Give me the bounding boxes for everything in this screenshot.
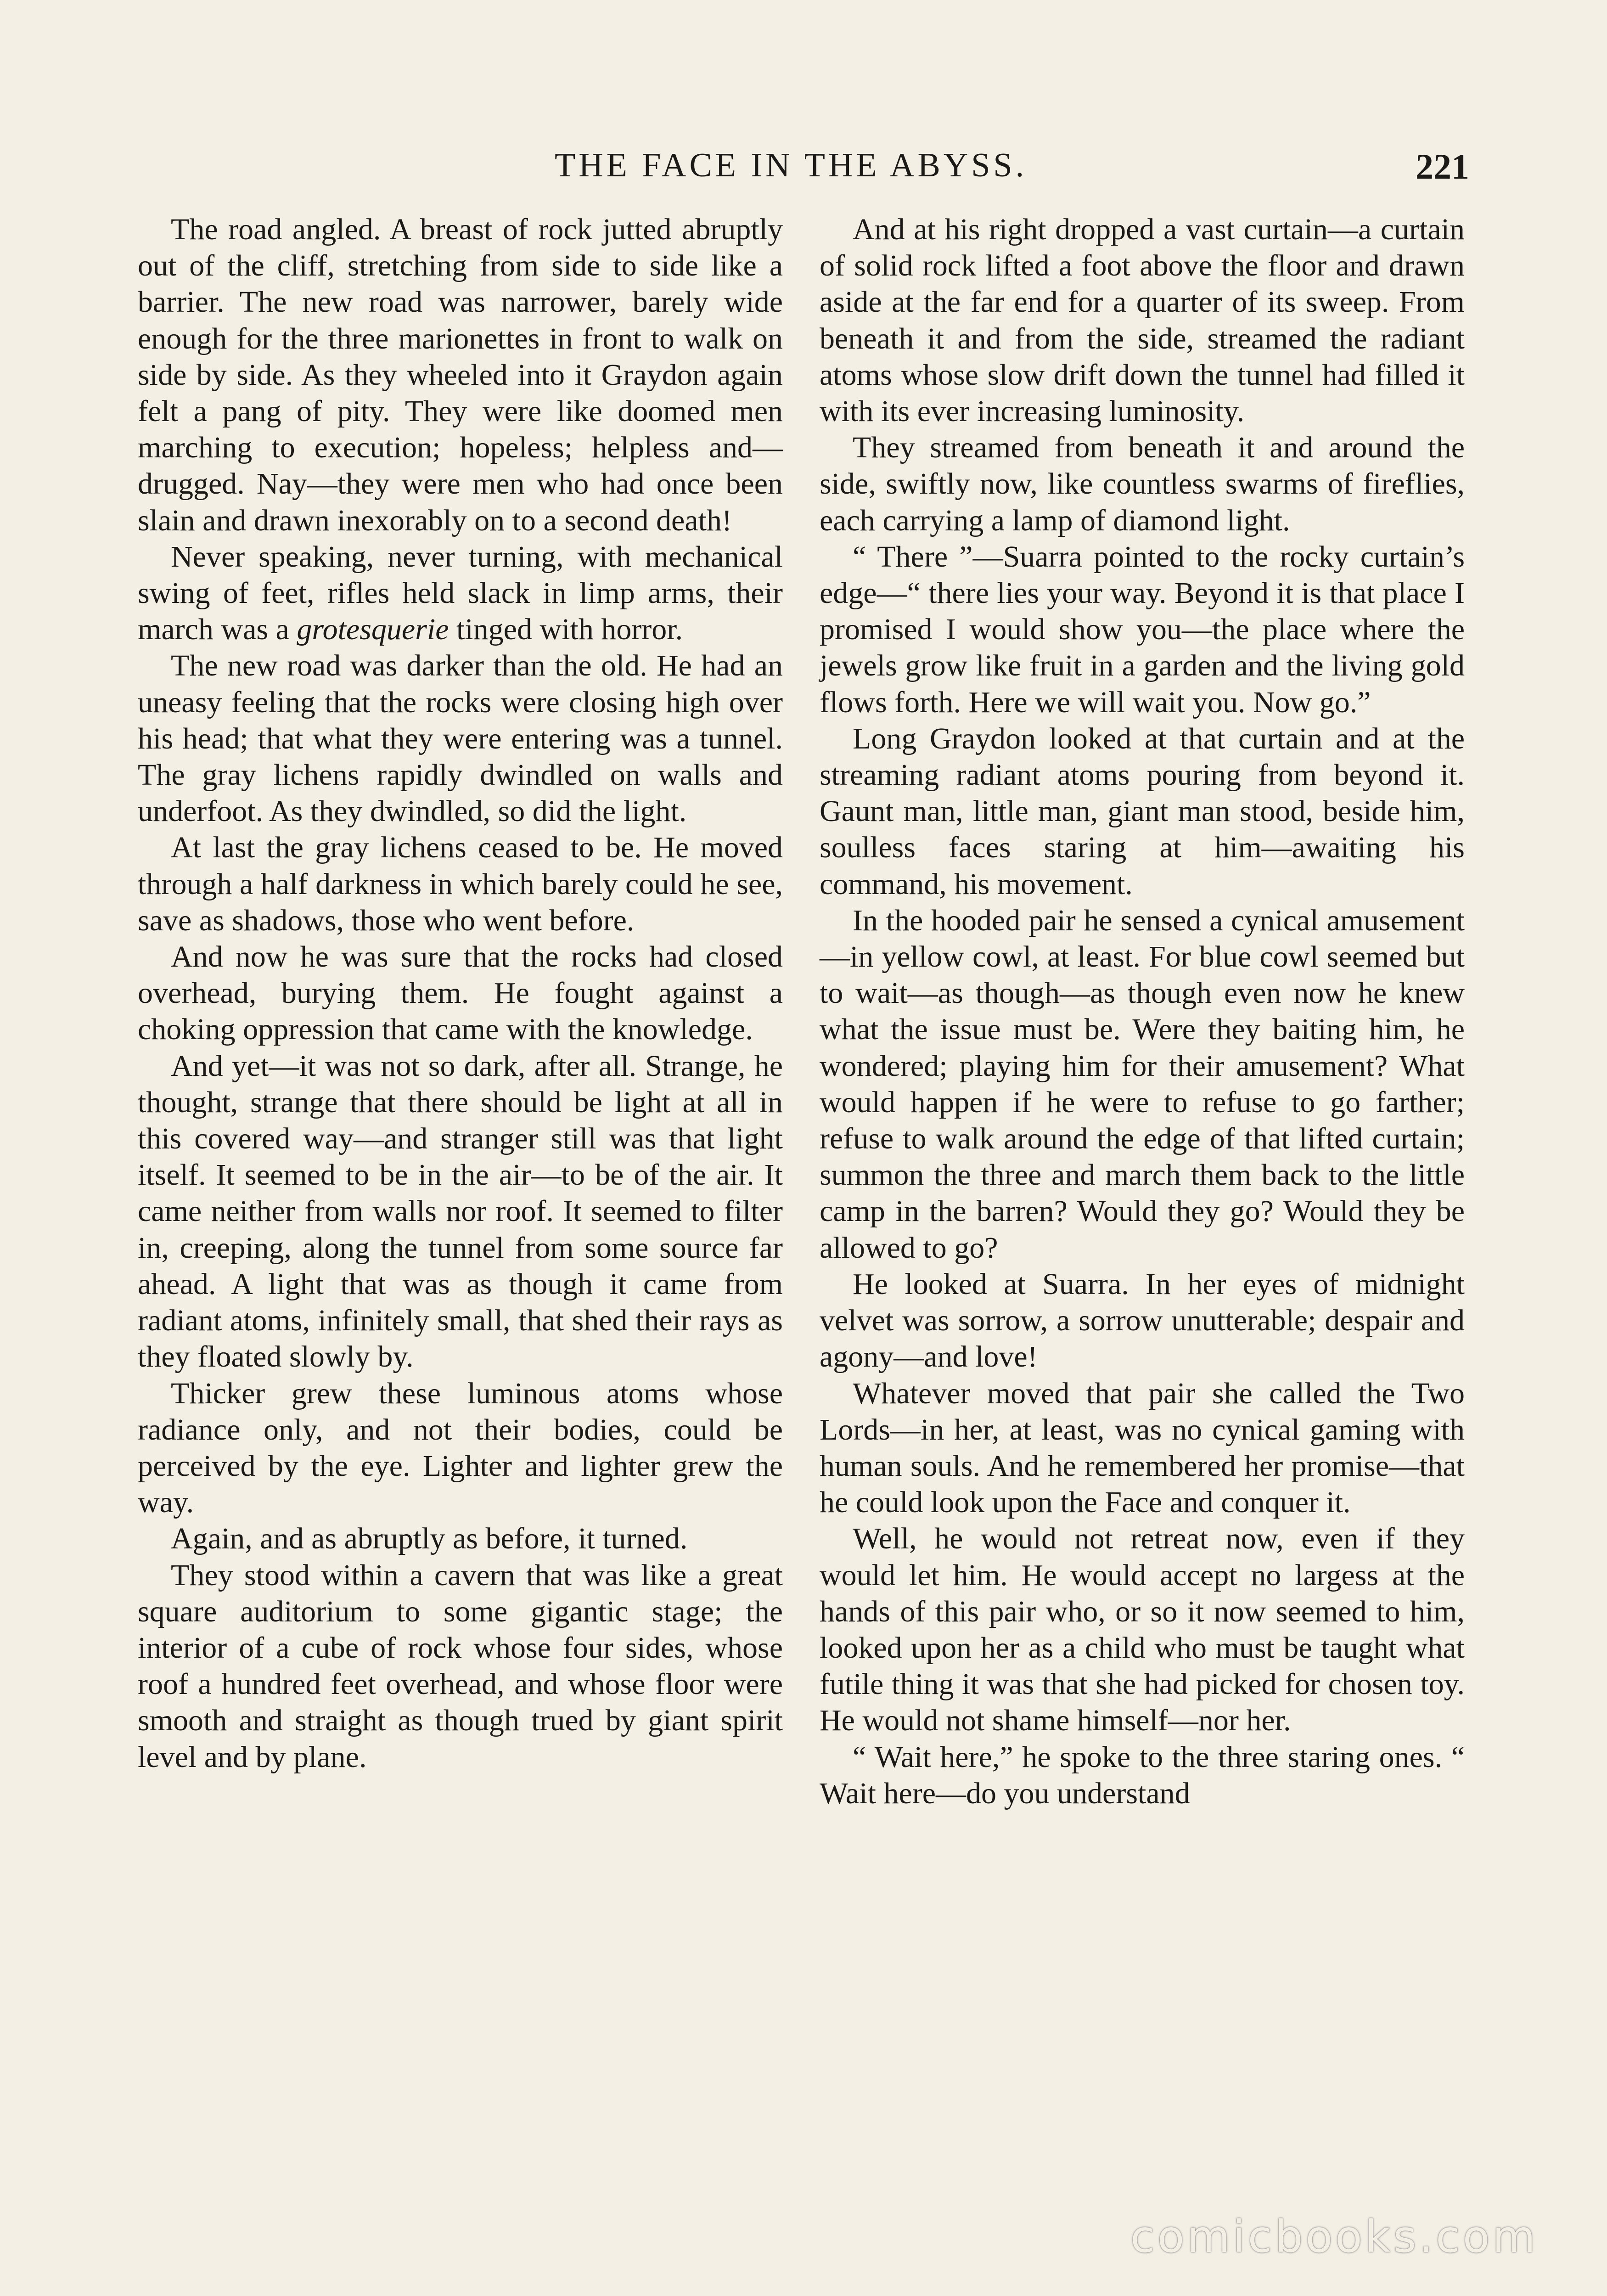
paragraph: “ Wait here,” he spoke to the three staring ones. “ Wait here—do you understand (820, 1740, 1465, 1810)
paragraph: And at his right dropped a vast curtain—a curtain of solid rock lifted a foot above the floor and drawn aside at the far end for a quarter of its sweep. From beneath it and from the side, streamed the radiant atoms whose slow drift down the tunnel had filled it with its ever increasing luminosity. (820, 213, 1465, 428)
paragraph: In the hooded pair he sensed a cynical amusement—in yellow cowl, at least. For blue cowl seemed but to wait—as though—as though even now he knew what the issue must be. Were they baiting him, he wondered; playing him for their amusement? What would happen if he were to refuse to go farther; refuse to walk around the edge of that lifted curtain; summon the three and march them back to the little camp in the barren? Would they go? Would they be allowed to go? (820, 903, 1465, 1265)
paragraph: Long Graydon looked at that curtain and at the streaming radiant atoms pouring from beyond it. Gaunt man, little man, giant man stood, beside him, soulless faces staring at him—awaiting his command, his movement. (820, 721, 1465, 901)
italic-word: grotesquerie (297, 613, 449, 647)
paragraph: He looked at Suarra. In her eyes of midnight velvet was sorrow, a sorrow unutterable; despair and agony—and love! (820, 1267, 1465, 1374)
paragraph (138, 539, 783, 648)
paragraph: Well, he would not retreat now, even if they would let him. He would accept no largess at the hands of this pair who, or so it now seemed to him, looked upon her as a child who must be taught what futile thing it was that she had picked for chosen toy. He would not shame himself—nor her. (820, 1522, 1465, 1738)
page-number: 221 (1416, 146, 1469, 186)
paragraph: The new road was darker than the old. He had an uneasy feeling that the rocks were closing high over his head; that what they were entering was a tunnel. The gray lichens rapidly dwindled on walls and underfoot. As they dwindled, so did the light. (138, 649, 783, 828)
paragraph: They stood within a cavern that was like a great square auditorium to some gigantic stage; the interior of a cube of rock whose four sides, whose roof a hundred feet overhead, and whose floor were smooth and straight as though trued by giant spirit level and by plane. (138, 1558, 783, 1774)
running-title: THE FACE IN THE ABYSS. (555, 146, 1028, 184)
paragraph: And now he was sure that the rocks had closed overhead, burying them. He fought against a choking oppression that came with the knowledge. (138, 940, 783, 1047)
page-header (555, 146, 1469, 187)
paragraph: They streamed from beneath it and around the side, swiftly now, like countless swarms of fireflies, each carrying a lamp of diamond light. (820, 431, 1465, 537)
paragraph: And yet—it was not so dark, after all. Strange, he thought, strange that there should be light at all in this covered way—and stranger still was that light itself. It seemed to be in the air—to be of the air. It came neither from walls nor roof. It seemed to filter in, creeping, along the tunnel from some source far ahead. A light that was as though it came from radiant atoms, infinitely small, that shed their rays as they floated slowly by. (138, 1049, 783, 1374)
paragraph: The road angled. A breast of rock jutted abruptly out of the cliff, stretching from side to side like a barrier. The new road was narrower, barely wide enough for the three marionettes in front to walk on side by side. As they wheeled into it Graydon again felt a pang of pity. They were like doomed men marching to execution; hopeless; helpless and—drugged. Nay—they were men who had once been slain and drawn inexorably on to a second death! (138, 213, 783, 537)
paragraph-text: Never speaking, never turning, with mechanical swing of feet, rifles held slack in limp arms, their march was a (138, 540, 783, 647)
paragraph: “ There ”—Suarra pointed to the rocky curtain’s edge—“ there lies your way. Beyond it is that place I promised I would show you—the place where the jewels grow like fruit in a garden and the living gold flows forth. Here we will wait you. Now go.” (820, 540, 1465, 719)
left-column (138, 211, 783, 1775)
paragraph: Thicker grew these luminous atoms whose radiance only, and not their bodies, could be perceived by the eye. Lighter and lighter grew the way. (138, 1376, 783, 1519)
paragraph: Whatever moved that pair she called the Two Lords—in her, at least, was no cynical gaming with human souls. And he remembered her promise—that he could look upon the Face and conquer it. (820, 1376, 1465, 1519)
paragraph: Again, and as abruptly as before, it turned. (171, 1522, 688, 1556)
paragraph: At last the gray lichens ceased to be. He moved through a half darkness in which barely could he see, save as shadows, those who went before. (138, 831, 783, 937)
right-column (820, 211, 1465, 1812)
paragraph-text: tinged with horror. (449, 613, 683, 647)
watermark: comicbooks.com (1130, 2211, 1538, 2262)
